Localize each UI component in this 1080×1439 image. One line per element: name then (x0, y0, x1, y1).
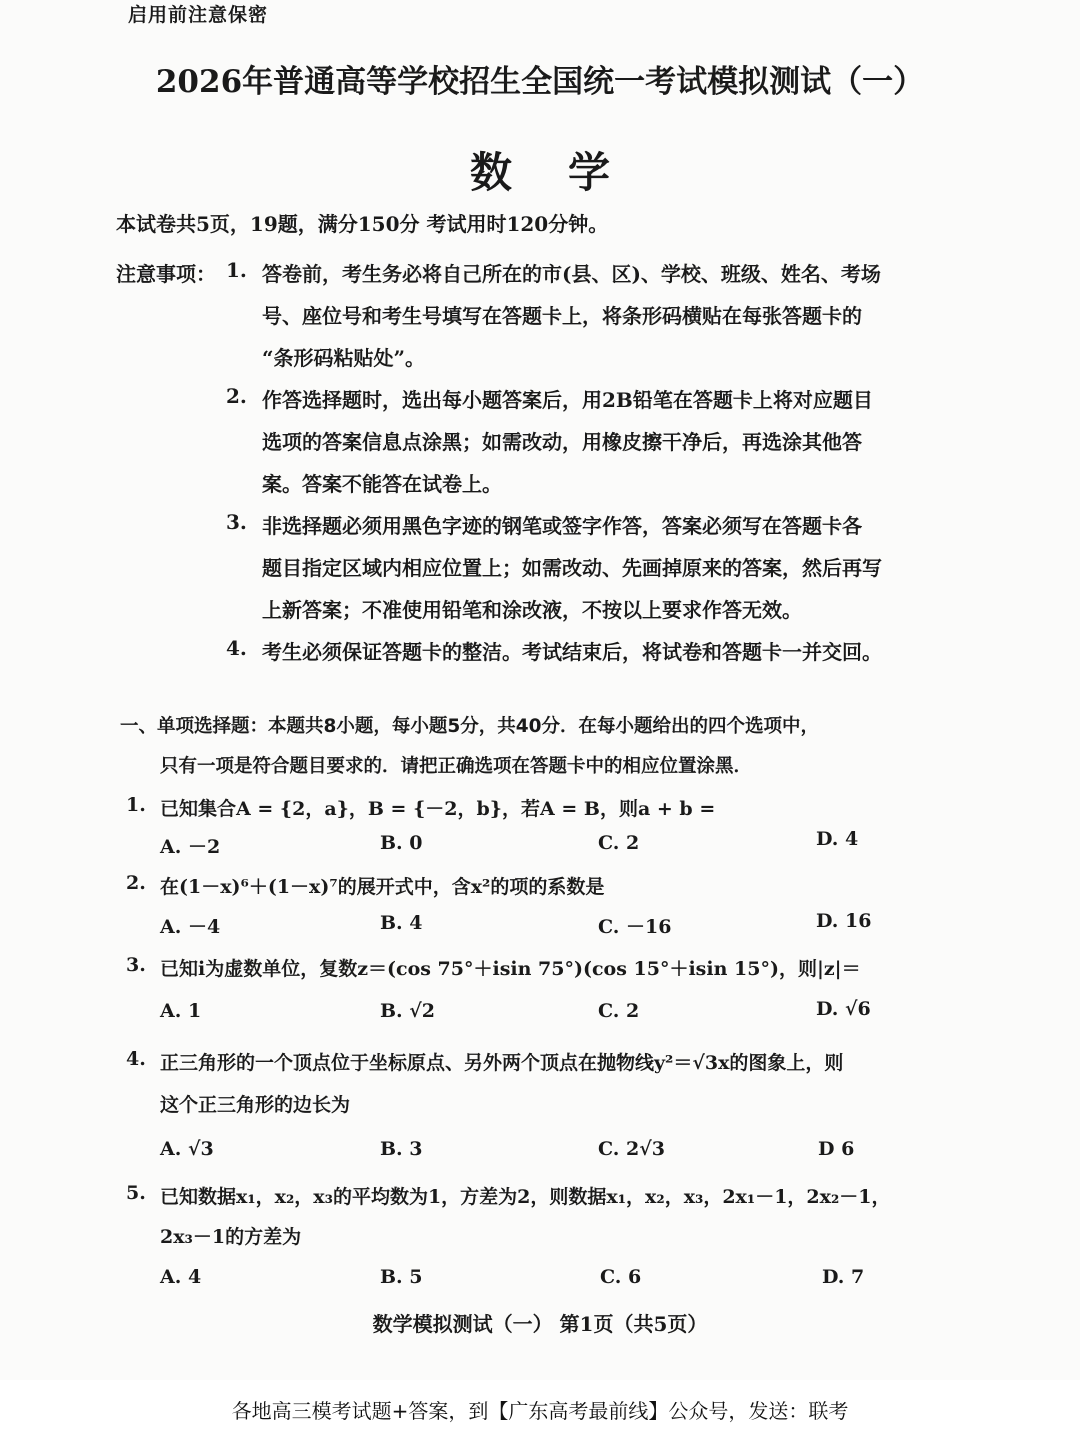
notes-label: 注意事项： (116, 262, 216, 286)
question-number: 2. (126, 872, 146, 894)
note-number: 4. (226, 636, 247, 660)
exam-title: 2026年普通高等学校招生全国统一考试模拟测试（一） (155, 64, 925, 100)
question-number: 5. (126, 1182, 146, 1204)
option-c: C. 2 (598, 1000, 640, 1022)
question-text: 正三角形的一个顶点位于坐标原点、另外两个顶点在抛物线y²＝√3x的图象上，则 (160, 1052, 844, 1074)
note-line: “条形码粘贴处”。 (262, 346, 426, 370)
option-d: D 6 (818, 1138, 855, 1160)
option-c: C. －16 (598, 916, 672, 938)
promo-text: 各地高三模考试题+答案，到【广东高考最前线】公众号，发送：联考 (231, 1399, 849, 1423)
option-c: C. 2√3 (598, 1138, 665, 1160)
option-c: C. 2 (598, 832, 640, 854)
option-a: A. 1 (160, 1000, 202, 1022)
option-c: C. 6 (600, 1266, 642, 1288)
option-b: B. 0 (380, 832, 423, 854)
subject-title: 数学 (469, 148, 666, 197)
section-heading: 一、单项选择题：本题共8小题，每小题5分，共40分．在每小题给出的四个选项中， (120, 716, 819, 737)
note-line: 非选择题必须用黑色字迹的钢笔或签字作答，答案必须写在答题卡各 (262, 514, 862, 538)
question-number: 4. (126, 1048, 146, 1070)
option-d: D. 4 (816, 828, 859, 850)
note-line: 考生必须保证答题卡的整洁。考试结束后，将试卷和答题卡一并交回。 (262, 640, 882, 664)
option-d: D. 7 (822, 1266, 865, 1288)
option-b: B. 5 (380, 1266, 423, 1288)
question-text: 已知数据x₁，x₂，x₃的平均数为1，方差为2，则数据x₁，x₂，x₃，2x₁－1，2x₂－1， (160, 1186, 891, 1208)
note-line: 选项的答案信息点涂黑；如需改动，用橡皮擦干净后，再选涂其他答 (262, 430, 862, 454)
option-a: A. －4 (160, 916, 221, 938)
exam-info: 本试卷共5页，19题，满分150分 考试用时120分钟。 (116, 212, 609, 236)
option-a: A. 4 (160, 1266, 202, 1288)
option-d: D. 16 (816, 910, 872, 932)
note-line: 题目指定区域内相应位置上；如需改动、先画掉原来的答案，然后再写 (262, 556, 882, 580)
note-number: 1. (226, 258, 247, 282)
note-number: 3. (226, 510, 247, 534)
question-text-cont: 2x₃－1的方差为 (160, 1226, 302, 1248)
question-text: 已知i为虚数单位，复数z＝(cos 75°＋isin 75°)(cos 15°＋isin 15°)，则|z|＝ (160, 958, 861, 980)
question-text: 在(1－x)⁶＋(1－x)⁷的展开式中，含x²的项的系数是 (160, 876, 605, 898)
question-text: 已知集合A = {2，a}，B = {－2，b}，若A = B，则a + b = (160, 798, 716, 820)
note-line: 上新答案；不准使用铅笔和涂改液，不按以上要求作答无效。 (262, 598, 802, 622)
option-a: A. －2 (160, 836, 221, 858)
option-a: A. √3 (160, 1138, 214, 1160)
question-number: 3. (126, 954, 146, 976)
note-line: 答卷前，考生务必将自己所在的市(县、区)、学校、班级、姓名、考场 (262, 262, 881, 286)
page-footer: 数学模拟测试（一） 第1页（共5页） (372, 1312, 708, 1336)
option-b: B. √2 (380, 1000, 435, 1022)
note-number: 2. (226, 384, 247, 408)
option-b: B. 3 (380, 1138, 423, 1160)
section-heading-cont: 只有一项是符合题目要求的．请把正确选项在答题卡中的相应位置涂黑． (160, 756, 753, 777)
question-number: 1. (126, 794, 146, 816)
question-text-cont: 这个正三角形的边长为 (160, 1094, 351, 1116)
note-line: 作答选择题时，选出每小题答案后，用2B铅笔在答题卡上将对应题目 (262, 388, 873, 412)
option-b: B. 4 (380, 912, 423, 934)
option-d: D. √6 (816, 998, 871, 1020)
note-line: 号、座位号和考生号填写在答题卡上，将条形码横贴在每张答题卡的 (262, 304, 862, 328)
note-line: 案。答案不能答在试卷上。 (262, 472, 502, 496)
secret-label: 启用前注意保密 (128, 4, 269, 26)
